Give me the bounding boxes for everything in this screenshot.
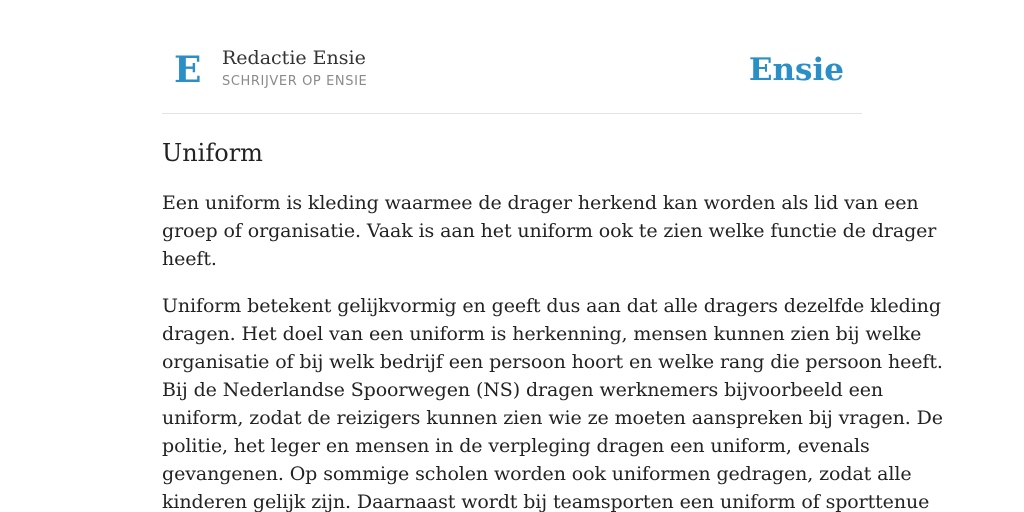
paragraph-line: politie, het leger en mensen in de verpleging dragen een uniform, evenals xyxy=(162,435,870,457)
ensie-brand-logo[interactable]: Ensie xyxy=(748,52,844,88)
article-title: Uniform xyxy=(162,139,263,167)
paragraph-line: kinderen gelijk zijn. Daarnaast wordt bij teamsporten een uniform of sporttenue xyxy=(162,491,930,512)
paragraph xyxy=(162,189,937,273)
paragraph-line: uniform, zodat de reizigers kunnen zien wie ze moeten aanspreken bij vragen. De xyxy=(162,407,943,429)
ensie-logo-mark[interactable]: E xyxy=(174,49,202,91)
paragraph-line: heeft. xyxy=(162,248,217,270)
author-header xyxy=(162,0,862,114)
author-name[interactable]: Redactie Ensie xyxy=(222,47,366,69)
paragraph-line: groep of organisatie. Vaak is aan het uniform ook te zien welke functie de drager xyxy=(162,220,937,242)
paragraph-line: Uniform betekent gelijkvormig en geeft dus aan dat alle dragers dezelfde kleding xyxy=(162,295,941,317)
article-card xyxy=(162,0,943,512)
paragraph-line: Een uniform is kleding waarmee de drager herkend kan worden als lid van een xyxy=(162,192,919,214)
paragraph-line: organisatie of bij welk bedrijf een persoon hoort en welke rang die persoon heeft. xyxy=(162,351,943,373)
paragraph-line: Bij de Nederlandse Spoorwegen (NS) dragen werknemers bijvoorbeeld een xyxy=(162,379,884,401)
article-body xyxy=(162,189,943,512)
paragraph-line: dragen. Het doel van een uniform is herkenning, mensen kunnen zien bij welke xyxy=(162,323,922,345)
paragraph xyxy=(162,292,943,512)
paragraph-line: gevangenen. Op sommige scholen worden ook uniformen gedragen, zodat alle xyxy=(162,463,912,485)
author-role: SCHRIJVER OP ENSIE xyxy=(222,74,368,89)
